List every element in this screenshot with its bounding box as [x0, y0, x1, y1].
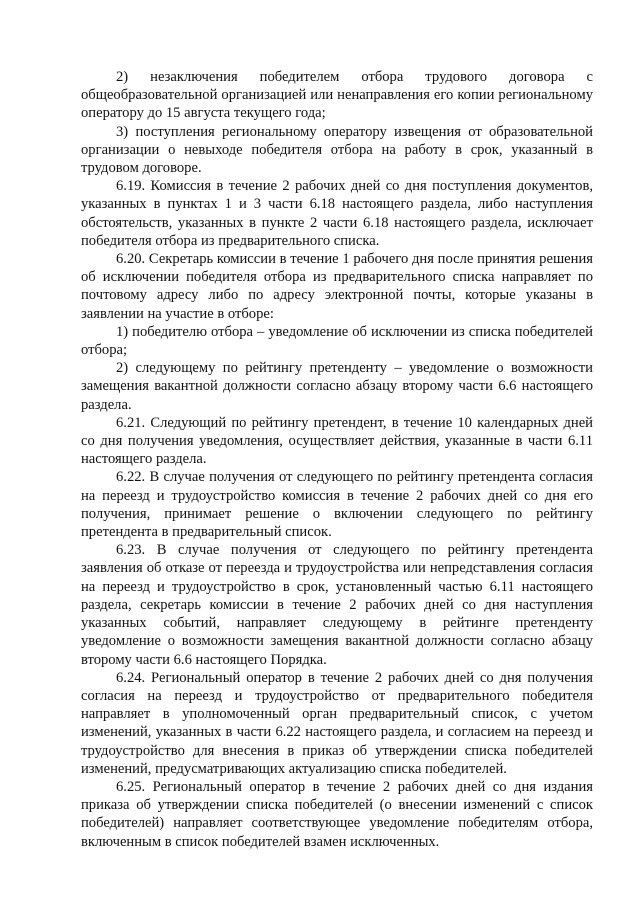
paragraph-item-3: 3) поступления региональному оператору извещения от образовательной организации о невыходе победителя отбора на работу в срок, указанный в трудовом договоре. [81, 123, 593, 177]
document-body [81, 68, 593, 851]
paragraph-6-25: 6.25. Региональный оператор в течение 2 рабочих дней со дня издания приказа об утверждении списка победителей (о внесении изменений с список победителей) направляет соответствующее уведомление победителям отбора, включенным в список победителей взамен исключенных. [81, 778, 593, 850]
paragraph-6-23: 6.23. В случае получения от следующего по рейтингу претендента заявления об отказе от переезда и трудоустройства или непредставления согласия на переезд и трудоустройство в срок, установленный частью 6.11 настоящего раздела, секретарь комиссии в течение 2 рабочих дней со дня наступления указанных событий, направляет следующему в рейтинге претенденту уведомление о возможности замещения вакантной должности согласно абзацу второму части 6.6 настоящего Порядка. [81, 542, 593, 668]
paragraph-6-21: 6.21. Следующий по рейтингу претендент, в течение 10 календарных дней со дня получения уведомления, осуществляет действия, указанные в части 6.11 настоящего раздела. [81, 414, 593, 468]
paragraph-6-20: 6.20. Секретарь комиссии в течение 1 рабочего дня после принятия решения об исключении победителя отбора из предварительного списка направляет по почтовому адресу либо по адресу электронной почты, которые указаны в заявлении на участие в отборе: [81, 251, 593, 322]
paragraph-6-19: 6.19. Комиссия в течение 2 рабочих дней со дня поступления документов, указанных в пунктах 1 и 3 части 6.18 настоящего раздела, либо наступления обстоятельств, указанных в пункте 2 части 6.18 настоящего раздела, исключает победителя отбора из предварительного списка. [81, 178, 593, 249]
paragraph-item-2: 2) незаключения победителем отбора трудового договора с общеобразовательной организацией или ненаправления его копии региональному оператору до 15 августа текущего года; [81, 69, 593, 122]
paragraph-6-20-item-1: 1) победителю отбора – уведомление об исключении из списка победителей отбора; [81, 323, 593, 359]
paragraph-6-24: 6.24. Региональный оператор в течение 2 рабочих дней со дня получения согласия на переезд и трудоустройство от предварительного победителя направляет в уполномоченный орган предварительный список, с учетом изменений, указанных в части 6.22 настоящего раздела, и согласием на переезд и трудоустройство для внесения в приказ об утверждении списка победителей изменений, предусматривающих актуализацию списка победителей. [81, 669, 593, 777]
paragraph-6-22: 6.22. В случае получения от следующего по рейтингу претендента согласия на переезд и трудоустройство комиссия в течение 2 рабочих дней со дня его получения, принимает решение о включении следующего по рейтингу претендента в предварительный список. [81, 469, 593, 541]
paragraph-6-20-item-2: 2) следующему по рейтингу претенденту – уведомление о возможности замещения вакантной должности согласно абзацу второму части 6.6 настоящего раздела. [81, 360, 593, 413]
